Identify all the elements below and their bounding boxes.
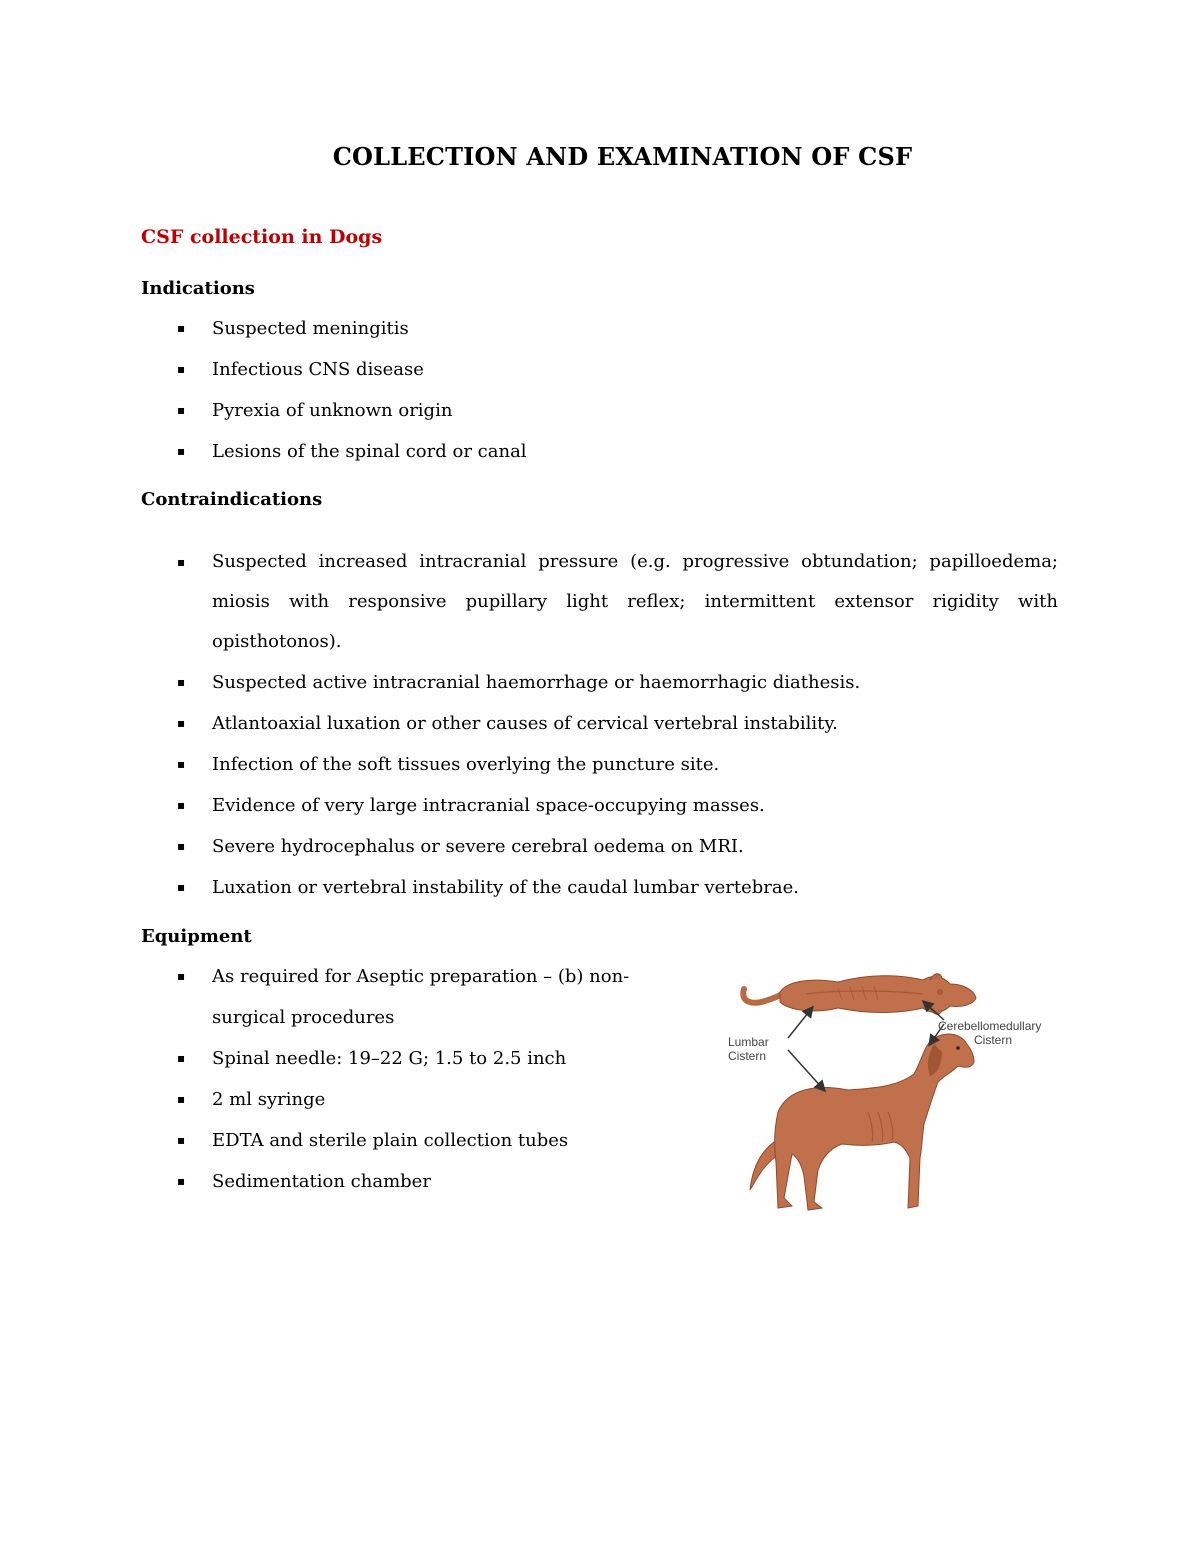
- bullet-icon: [177, 703, 185, 744]
- list-item: ▪ Evidence of very large intracranial space-occupying masses.: [141, 785, 1058, 826]
- indications-list: [141, 308, 1058, 472]
- equipment-heading: Equipment: [141, 926, 252, 947]
- list-item: ▪ EDTA and sterile plain collection tubes: [141, 1120, 701, 1161]
- contraindications-list: [141, 542, 1058, 908]
- list-item: ▪ Luxation or vertebral instability of the caudal lumbar vertebrae.: [141, 867, 1058, 908]
- list-item: ▪ Sedimentation chamber: [141, 1161, 701, 1202]
- lumbar-arrow-side: [788, 1050, 824, 1090]
- label-lumbar-cistern: Cistern: [728, 1049, 767, 1063]
- section-heading-csf-dogs: CSF collection in Dogs: [141, 226, 383, 248]
- list-item: ▪ Lesions of the spinal cord or canal: [141, 431, 1058, 472]
- list-item: ▪ Infectious CNS disease: [141, 349, 1058, 390]
- label-lumbar: Lumbar: [728, 1035, 769, 1049]
- indications-heading: Indications: [141, 278, 255, 299]
- lumbar-arrow-top: [788, 1008, 812, 1038]
- list-item: ▪ Severe hydrocephalus or severe cerebral oedema on MRI.: [141, 826, 1058, 867]
- list-item: ▪ Spinal needle: 19–22 G; 1.5 to 2.5 inch: [141, 1038, 701, 1079]
- bullet-icon: [177, 431, 185, 472]
- bullet-icon: [177, 542, 185, 583]
- document-title: COLLECTION AND EXAMINATION OF CSF: [332, 142, 913, 171]
- bullet-icon: [177, 1038, 185, 1079]
- list-item: ▪ Suspected active intracranial haemorrhage or haemorrhagic diathesis.: [141, 662, 1058, 703]
- bullet-icon: [177, 867, 185, 908]
- list-item: ▪ Suspected increased intracranial pressure (e.g. progressive obtundation; papilloedema; miosis with responsive pupillary light reflex; intermittent extensor rigidity with opisthotonos).: [141, 542, 1058, 662]
- list-item: ▪ Pyrexia of unknown origin: [141, 390, 1058, 431]
- bullet-icon: [177, 785, 185, 826]
- list-item: ▪ Suspected meningitis: [141, 308, 1058, 349]
- dog-csf-sites-illustration: [718, 962, 1058, 1224]
- bullet-icon: [177, 956, 185, 997]
- contraindications-heading: Contraindications: [141, 489, 323, 510]
- list-item: ▪ Atlantoaxial luxation or other causes of cervical vertebral instability.: [141, 703, 1058, 744]
- list-item: ▪ As required for Aseptic preparation – (b) non-surgical procedures: [141, 956, 682, 1038]
- bullet-icon: [177, 1161, 185, 1202]
- dog-top-view: [743, 974, 976, 1015]
- bullet-icon: [177, 744, 185, 785]
- bullet-icon: [177, 826, 185, 867]
- label-cerebellomedullary: Cerebellomedullary: [938, 1019, 1042, 1033]
- bullet-icon: [177, 390, 185, 431]
- bullet-icon: [177, 1079, 185, 1120]
- label-cerebellomedullary-cistern: Cistern: [974, 1033, 1013, 1047]
- bullet-icon: [177, 349, 185, 390]
- bullet-icon: [177, 662, 185, 703]
- bullet-icon: [177, 1120, 185, 1161]
- bullet-icon: [177, 308, 185, 349]
- equipment-list: [141, 956, 701, 1202]
- dog-side-view: [750, 1034, 974, 1210]
- list-item: ▪ Infection of the soft tissues overlying the puncture site.: [141, 744, 1058, 785]
- list-item: ▪ 2 ml syringe: [141, 1079, 701, 1120]
